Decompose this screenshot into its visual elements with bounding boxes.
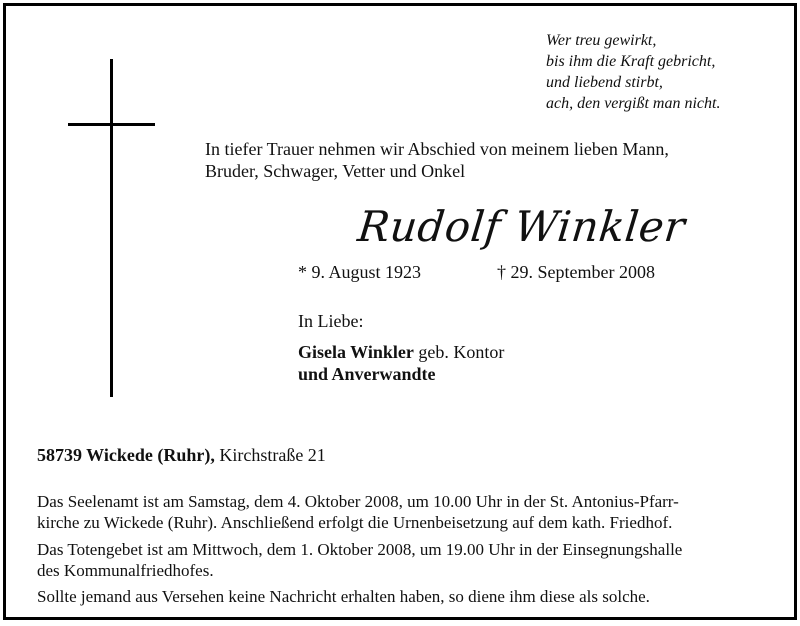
mourner-line [298, 342, 504, 363]
poem-line: ach, den vergißt man nicht. [546, 95, 721, 112]
intro-line: In tiefer Trauer nehmen wir Abschied von meinem lieben Mann, [205, 139, 669, 159]
notice-line: Das Totengebet ist am Mittwoch, dem 1. Oktober 2008, um 19.00 Uhr in der Einsegnungshalle [37, 540, 683, 559]
birth-date: * 9. August 1923 [298, 262, 422, 282]
obituary-notice [3, 3, 797, 620]
notice-line: Das Seelenamt ist am Samstag, dem 4. Oktober 2008, um 10.00 Uhr in der St. Antonius-Pfarr- [37, 492, 679, 511]
mourners-label: In Liebe: [298, 311, 364, 331]
deceased-name: Rudolf Winkler [355, 202, 688, 251]
family-address [37, 445, 326, 466]
address-street: Kirchstraße 21 [219, 445, 326, 465]
memorial-poem [546, 30, 720, 114]
cross-vertical-bar [110, 59, 113, 397]
poem-line: bis ihm die Kraft gebricht, [546, 53, 716, 70]
cross-horizontal-bar [68, 123, 155, 126]
mourner-maiden-name: geb. Kontor [418, 342, 505, 362]
mourner-relatives [298, 364, 436, 385]
address-town: 58739 Wickede (Ruhr), [37, 445, 215, 465]
relatives-label: und Anverwandte [298, 364, 436, 384]
intro-line: Bruder, Schwager, Vetter und Onkel [205, 161, 466, 181]
notice-line: des Kommunalfriedhofes. [37, 561, 214, 580]
poem-line: und liebend stirbt, [546, 74, 663, 91]
notice-line: Sollte jemand aus Versehen keine Nachricht erhalten haben, so diene ihm diese als solche. [37, 587, 650, 606]
poem-line: Wer treu gewirkt, [546, 32, 657, 49]
mourner-name: Gisela Winkler [298, 342, 414, 362]
notice-line: kirche zu Wickede (Ruhr). Anschließend erfolgt die Urnenbeisetzung auf dem kath. Friedhof. [37, 513, 673, 532]
death-date: † 29. September 2008 [497, 262, 655, 282]
